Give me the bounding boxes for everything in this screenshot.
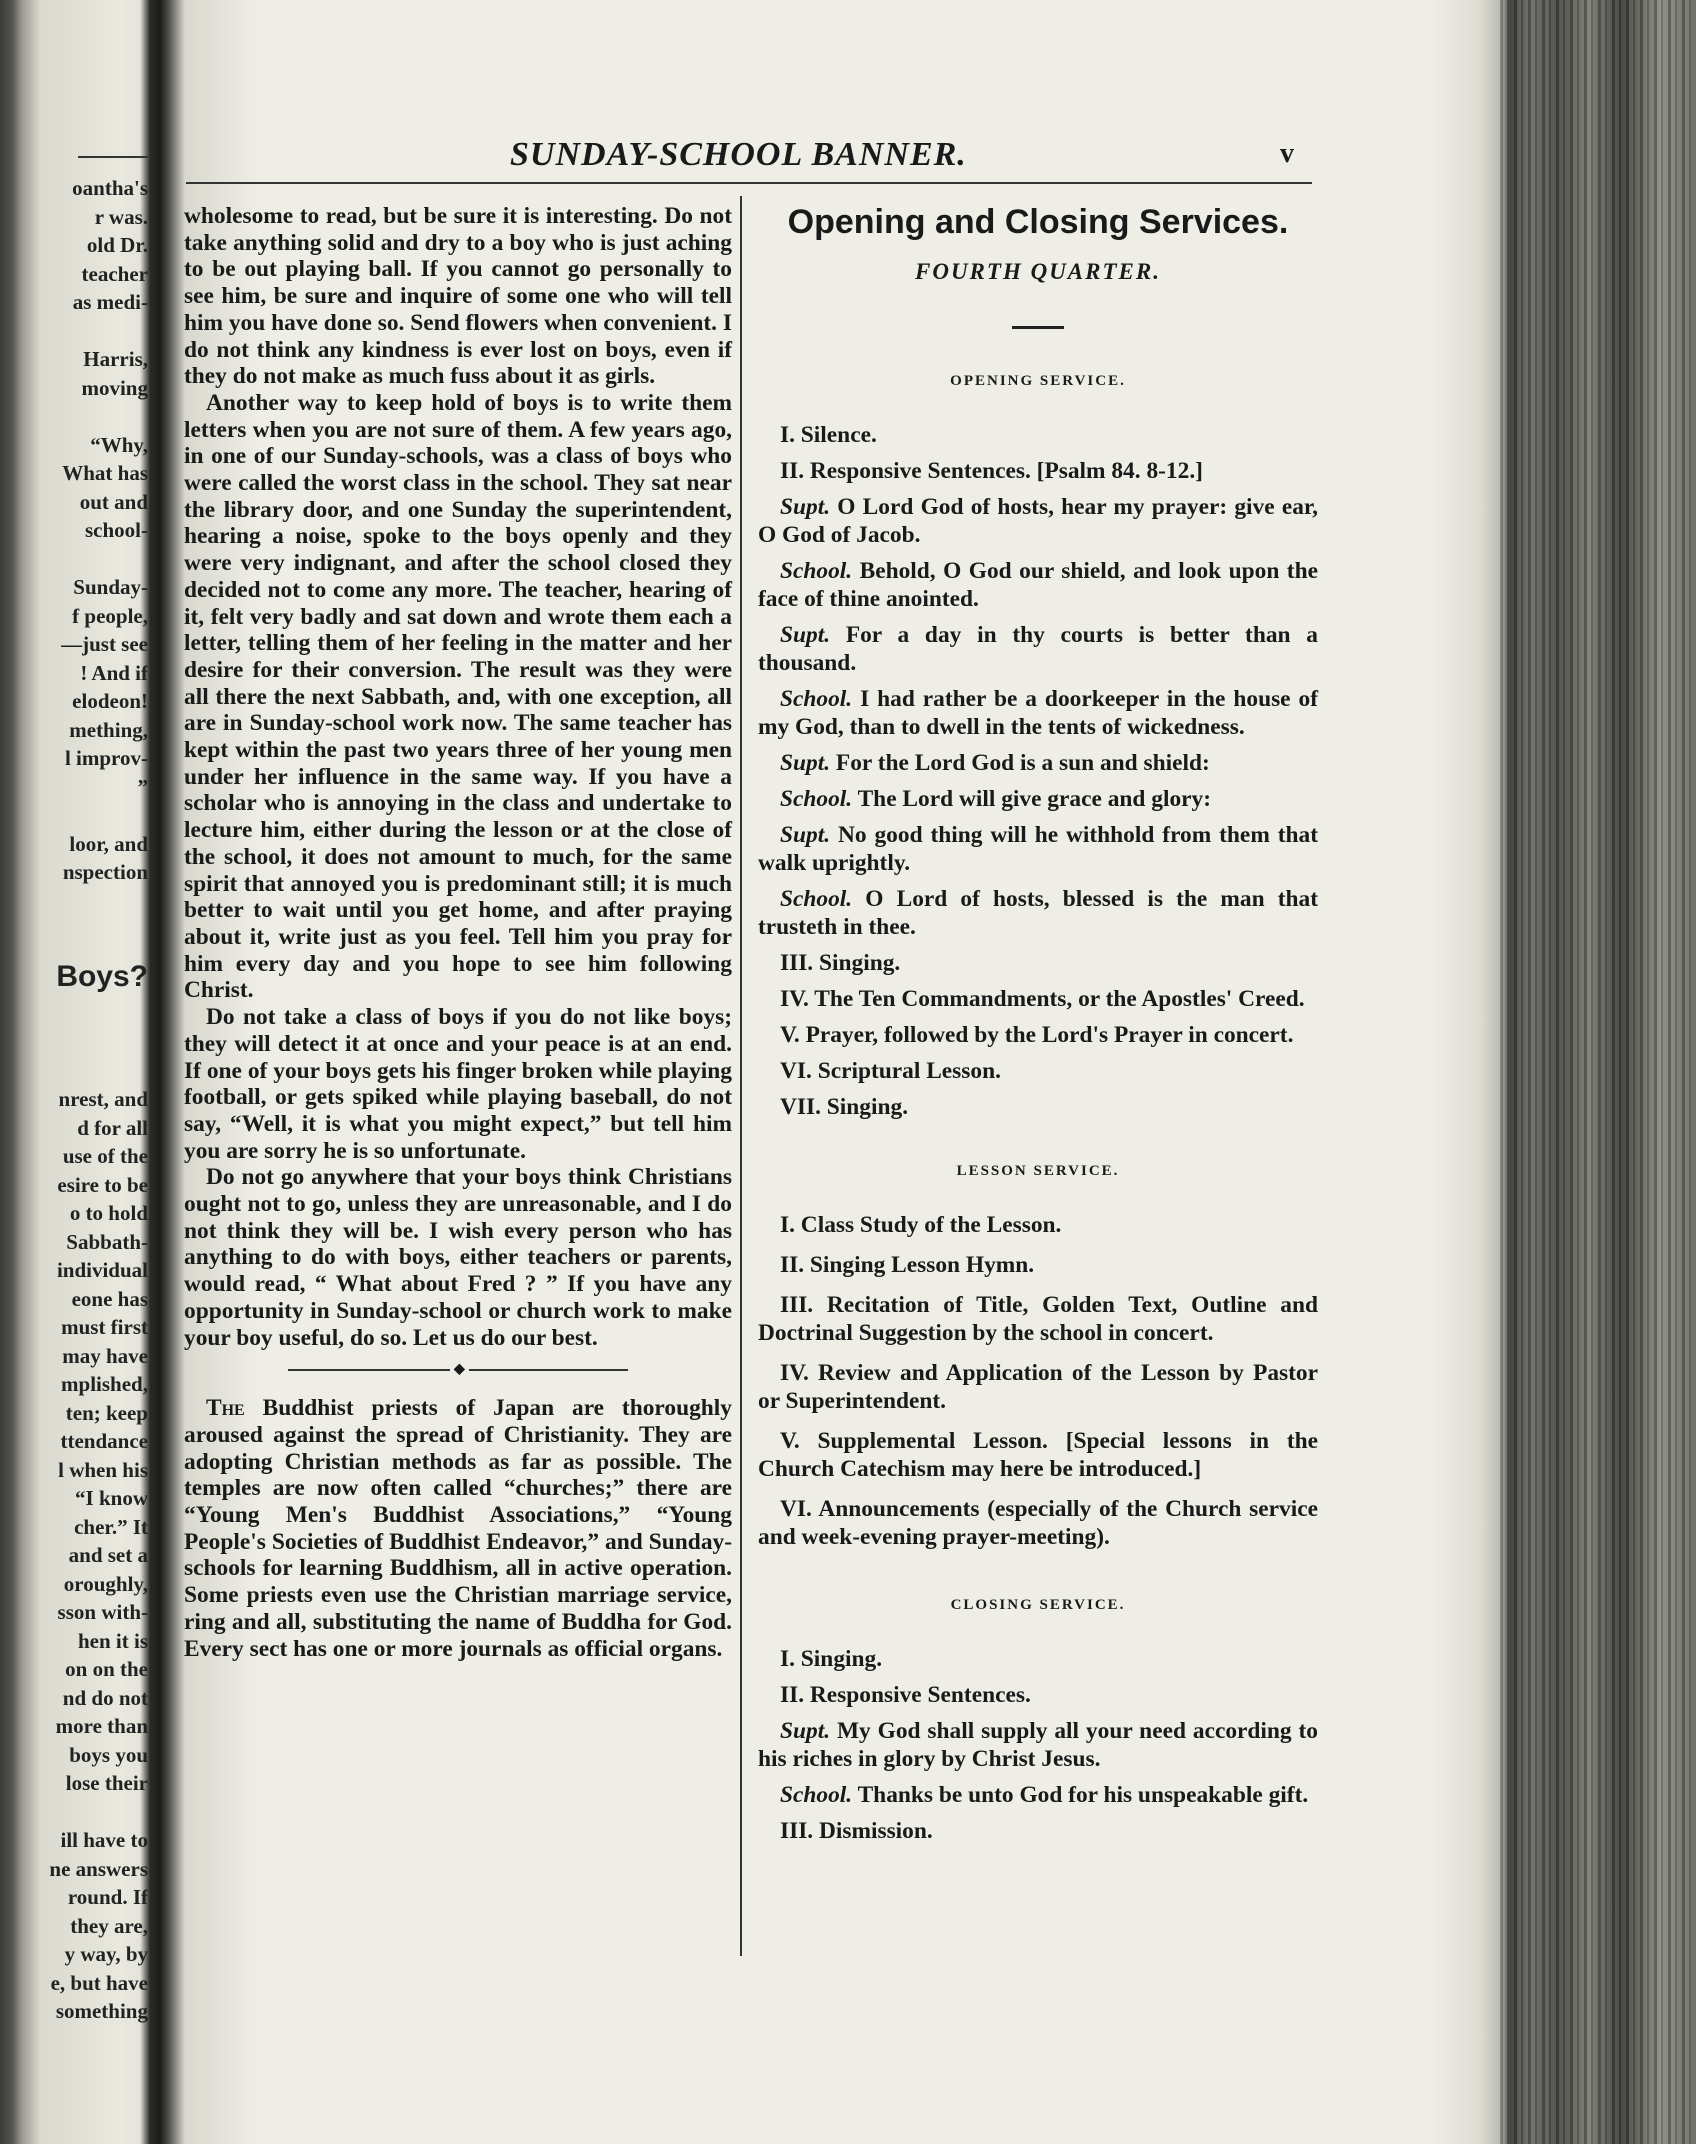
previous-page-line: nrest, and [58,1087,148,1111]
speaker-role: Supt. [780,494,831,520]
lesson-item: V. Supplemental Lesson. [Special lessons in the Church Catechism may here be introduced.] [758,1428,1318,1482]
previous-page-line: sson with- [57,1600,148,1624]
previous-page-lines-top [0,174,148,887]
previous-page-line: moving [81,375,148,400]
previous-page-lines-bottom [0,1057,148,2026]
service-item [758,785,1318,813]
service-item [758,1681,1318,1709]
previous-page-line: teacher [81,261,148,286]
previous-page-line [0,1798,148,1827]
previous-page-line: “I know [75,1486,148,1510]
previous-page-line: elodeon! [72,689,148,713]
speaker-role: Supt. [780,1718,831,1744]
page-mark: v [1280,138,1294,169]
previous-page-line: ” [137,774,148,799]
previous-page-line: school- [85,518,148,542]
previous-page-line: —just see [61,632,148,656]
previous-page-line: nspection [62,860,148,884]
previous-page-line: oroughly, [63,1571,148,1596]
service-item-text: Behold, O God our shield, and look upon the face of thine anointed. [758,558,1318,612]
previous-page-line: out and [79,489,148,514]
previous-page-line: as medi- [72,290,148,314]
previous-page-line: they are, [70,1913,148,1938]
previous-page-line [0,1057,148,1086]
running-title: SUNDAY-SCHOOL BANNER. [510,136,967,173]
service-item [758,421,1318,449]
lesson-item: III. Recitation of Title, Golden Text, Outline and Doctrinal Suggestion by the school in concert. [758,1292,1318,1346]
previous-page-line: l improv- [64,746,148,770]
service-item [758,1021,1318,1049]
previous-page-line: f people, [72,603,148,628]
lesson-item: II. Singing Lesson Hymn. [780,1252,1035,1278]
article-paragraph: Do not take a class of boys if you do not like boys; they will detect it at once and your peace is at an end. If one of your boys gets his finger broken while playing football, or gets spiked while playing baseball, do not say, “Well, it is what you might expect,” but tell him you are sorry he is so unfortunate. [184,1004,732,1164]
previous-page-line: Sabbath- [66,1229,148,1254]
service-item [758,685,1318,741]
ornament-divider [288,1362,628,1378]
service-item-text: The Lord will give grace and glory: [857,786,1212,812]
service-item-text: III. Dismission. [780,1818,933,1844]
services-title: Opening and Closing Services. [787,203,1289,241]
previous-page-line [0,317,148,346]
service-item [758,1717,1318,1773]
speaker-role: School. [780,558,853,584]
service-item [758,1645,1318,1673]
previous-page-line: eone has [71,1286,148,1311]
opening-heading: OPENING SERVICE. [950,373,1126,389]
previous-page-line [0,402,148,431]
previous-page-line: ! And if [80,660,148,685]
previous-page-line: “Why, [90,432,148,457]
buddhist-text: Buddhist priests of Japan are thoroughly aroused against the spread of Christianity. They are adopting Christian methods as far as possible. The temples are now often called “churches;” there are “Young Men's Buddhist Associations,” “Young People's Societies of Buddhist Endeavor,” and Sunday-schools for learning Buddhism, all in active operation. Some priests even use the Christian marriage service, ring and all, substituting the name of Buddha for God. Every sect has one or more journals as official organs. [184,1395,732,1662]
previous-page-line: d for all [77,1115,148,1140]
previous-page-line: oantha's [72,176,148,200]
lesson-item: I. Class Study of the Lesson. [780,1212,1062,1238]
previous-page-line: round. If [67,1885,148,1909]
opening-service-list [758,421,1318,1121]
previous-page-line: loor, and [69,831,148,856]
lesson-item: IV. Review and Application of the Lesson by Pastor or Superintendent. [758,1360,1318,1414]
service-item [758,1093,1318,1121]
short-rule [1012,326,1064,329]
previous-page-line: lose their [65,1771,148,1795]
buddhist-paragraph [184,1395,732,1662]
previous-page-line: mething, [69,717,148,742]
service-item-text: Thanks be unto God for his unspeakable gift. [857,1782,1309,1808]
buddhist-lead-word: The [206,1395,245,1422]
service-item-text: I had rather be a doorkeeper in the house of my God, than to dwell in the tents of wickedness. [758,686,1318,740]
previous-page-line [0,545,148,574]
service-item-text: I. Singing. [780,1646,883,1672]
services-subtitle: FOURTH QUARTER. [915,259,1161,284]
previous-page-line [0,801,148,830]
previous-page-line: ill have to [60,1828,148,1852]
previous-page-line: e, but have [50,1970,148,1995]
previous-page-line: cher.” It [74,1514,148,1539]
speaker-role: School. [780,686,853,712]
previous-page-line: mplished, [61,1372,148,1396]
previous-page-line: l when his [58,1457,148,1482]
left-column [184,203,732,1662]
previous-page-line: r was. [94,204,148,229]
book-edge [1500,0,1696,2144]
previous-page-rule [78,156,148,158]
article-paragraph: wholesome to read, but be sure it is interesting. Do not take anything solid and dry to a boy who is just aching to be out playing ball. If you cannot go personally to see him, be sure and inquire of some one who will tell him you have done so. Send flowers when convenient. I do not think any kindness is ever lost on boys, even if they do not make as much fuss about it as girls. [184,203,732,390]
service-item-text: VII. Singing. [780,1094,909,1120]
column-rule [740,196,742,1956]
lesson-item: VI. Announcements (especially of the Church service and week-evening prayer-meeting). [758,1496,1318,1550]
previous-page-line: use of the [62,1144,148,1168]
lesson-service-list [758,1211,1318,1551]
service-item-text: I. Silence. [780,422,877,448]
service-item [758,1781,1318,1809]
service-item [758,821,1318,877]
previous-page-line: ttendance [60,1429,148,1453]
previous-page-line: ne answers [49,1856,148,1881]
service-item-text: II. Responsive Sentences. [Psalm 84. 8-12.] [780,458,1203,484]
speaker-role: School. [780,1782,853,1808]
service-item-text: For the Lord God is a sun and shield: [835,750,1210,776]
previous-page-line: something [55,1999,148,2023]
lesson-heading: LESSON SERVICE. [956,1163,1120,1179]
service-item-text: IV. The Ten Commandments, or the Apostles' Creed. [780,986,1305,1012]
closing-heading: CLOSING SERVICE. [950,1597,1126,1613]
service-item [758,985,1318,1013]
service-item [758,949,1318,977]
service-item-text: V. Prayer, followed by the Lord's Prayer in concert. [780,1022,1294,1048]
previous-page-line: Harris, [83,347,148,371]
previous-page-line: more than [55,1714,148,1738]
service-item-text: No good thing will he withhold from them that walk uprightly. [758,822,1318,876]
article-paragraph: Another way to keep hold of boys is to write them letters when you are not sure of them. A few years ago, in one of our Sunday-schools, was a class of boys who were called the worst class in the school. They sat near the library door, and one Sunday the superintendent, hearing a noise, spoke to the boys openly and they were very indignant, and after the school closed they decided not to come any more. The teacher, hearing of it, felt very badly and sat down and wrote them each a letter, telling them of her feeling in the matter and her desire for their conversion. The result was they were all there the next Sabbath, and, with one exception, all are in Sunday-school work now. The same teacher has kept within the past two years three of her young men under her influence in the same way. If you have a scholar who is annoying in the class and undertake to lecture him, either during the lesson or at the close of the school, it does not amount to much, for the same spirit that annoyed you is predominant still; it is much better to wait until you get home, and after praying about it, write just as you feel. Tell him you pray for him every day and you hope to see him following Christ. [184,389,732,1004]
service-item-text: III. Singing. [780,950,901,976]
header-rule [186,182,1312,184]
service-item-text: II. Responsive Sentences. [780,1682,1031,1708]
previous-page-line: boys you [69,1742,148,1767]
previous-page-line: nd do not [62,1685,148,1710]
service-item [758,493,1318,549]
service-item [758,749,1318,777]
previous-page-line: o to hold [69,1201,148,1225]
previous-page-line: What has [62,461,148,485]
previous-page-line: Sunday- [73,575,148,599]
divider-dot: ◆ [450,1363,469,1377]
service-item-text: VI. Scriptural Lesson. [780,1058,1001,1084]
service-item [758,621,1318,677]
service-item [758,1817,1318,1845]
previous-page-line: on on the [65,1657,148,1681]
previous-page-line: may have [62,1343,148,1368]
service-item [758,557,1318,613]
speaker-role: School. [780,886,853,912]
previous-page-line: ten; keep [65,1400,148,1425]
speaker-role: Supt. [780,822,831,848]
previous-page-line: esire to be [57,1172,148,1197]
article-paragraph: Do not go anywhere that your boys think Christians ought not to go, unless they are unreasonable, and I do not think they will be. I wish every person who has anything to do with boys, either teachers or parents, would read, “ What about Fred ? ” If you have any opportunity in Sunday-school or church work to make your boy useful, do so. Let us do our best. [184,1164,732,1351]
service-item [758,1057,1318,1085]
previous-page-line: old Dr. [86,233,148,257]
service-item-text: For a day in thy courts is better than a thousand. [758,622,1318,676]
speaker-role: School. [780,786,853,812]
previous-page-heading: Boys? [56,959,148,993]
service-item-text: My God shall supply all your need according to his riches in glory by Christ Jesus. [758,1718,1318,1772]
right-column [758,200,1318,1853]
previous-page-line: individual [56,1258,148,1282]
service-item-text: O Lord of hosts, blessed is the man that trusteth in thee. [758,886,1318,940]
service-item [758,457,1318,485]
speaker-role: Supt. [780,622,831,648]
previous-page-line: and set a [68,1543,148,1567]
previous-page-line: must first [61,1315,148,1339]
previous-page-line: hen it is [77,1628,148,1653]
previous-page-line: y way, by [64,1942,148,1966]
service-item-text: O Lord God of hosts, hear my prayer: give ear, O God of Jacob. [758,494,1318,548]
speaker-role: Supt. [780,750,831,776]
service-item [758,885,1318,941]
previous-page-fragment [0,150,148,2026]
closing-service-list [758,1645,1318,1845]
